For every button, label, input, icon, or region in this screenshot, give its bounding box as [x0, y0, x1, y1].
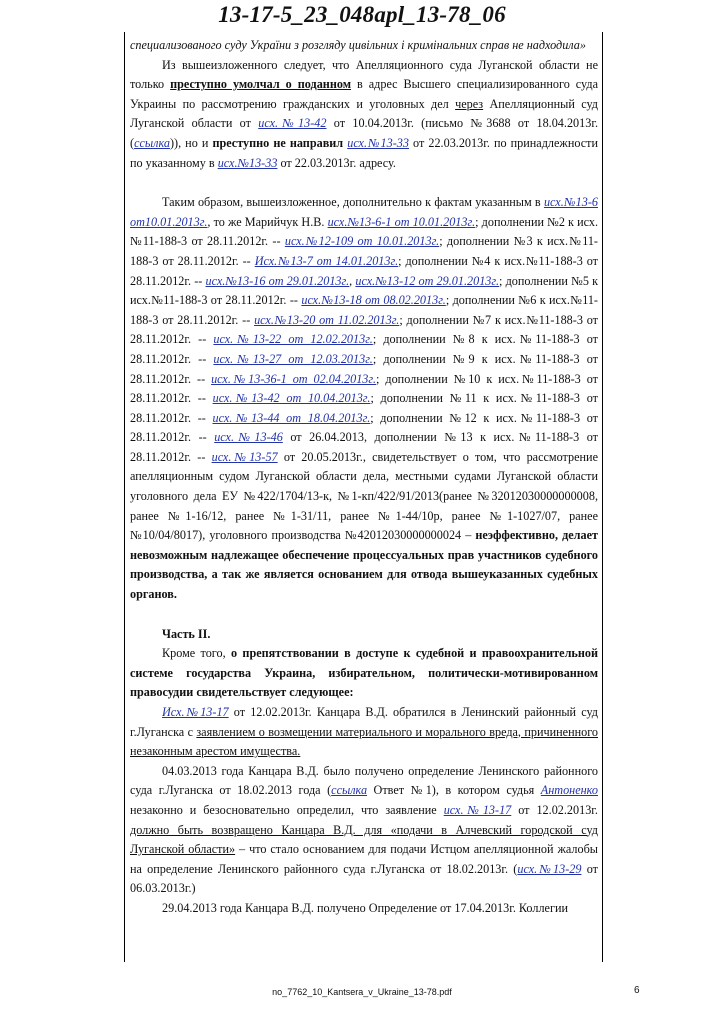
- paragraph-1: Из вышеизложенного следует, что Апелляционного суда Луганской области не только преступно умолчал о поданном в адрес Высшего специализированного суда Украины по рассмотрению гражданских и уголовных дел через Апелляционный суд Луганской области от исх.№13-42 от 10.04.2013г. (письмо №3688 от 18.04.2013г. (ссылка)), но и преступно не направил исх.№13-33 от 22.03.2013г. по принадлежности по указанному в исх.№13-33 от 22.03.2013г. адресу.: [130, 57, 598, 170]
- document-link[interactable]: исх.№13-42: [258, 116, 327, 131]
- right-margin-line: [602, 32, 603, 962]
- judge-name-link[interactable]: Антоненко: [540, 783, 599, 798]
- document-link[interactable]: исх.№13-42 от 10.04.2013г.: [212, 391, 371, 406]
- paragraph-5: 04.03.2013 года Канцара В.Д. было получено определение Ленинского районного суда г.Луганска от 18.02.2013 года (ссылка Ответ №1), в котором судья Антоненко незаконно и безосновательно определил, что заявление исх.№13-17 от 12.02.2013г. должно быть возвращено Канцара В.Д. для «подачи в Алчевский городской суд Луганской области» – что стало основанием для подачи Истцом апелляционной жалобы на определение Ленинского районного суда г.Луганска от 18.02.2013г. (исх.№13-29 от 06.03.2013г.): [130, 763, 599, 896]
- bold-text: о препятствовании в доступе к судебной и правоохранительной системе государства Украина, избирательном, политически-мотивированном правосудии свидетельствует следующее:: [130, 646, 599, 700]
- document-link[interactable]: исх.№12-109 от 10.01.2013г.: [284, 234, 440, 249]
- document-link[interactable]: исх.№13-6-1 от 10.01.2013г.: [327, 214, 476, 229]
- document-link[interactable]: исх.№13-33: [217, 155, 278, 170]
- document-link[interactable]: исх.№13-57: [211, 449, 278, 464]
- section-heading-part-2: Часть II.: [162, 626, 211, 641]
- document-link[interactable]: исх.№13-12 от 29.01.2013г.: [355, 273, 500, 288]
- bold-underlined-text: преступно умолчал о поданном: [170, 77, 351, 92]
- document-link[interactable]: исх.№13-6 от10.01.2013г.: [130, 195, 598, 229]
- document-link[interactable]: исх.№13-44 от 18.04.2013г.: [212, 410, 371, 425]
- document-body: [130, 36, 598, 919]
- document-link[interactable]: исх.№13-27 от 12.03.2013г.: [213, 351, 373, 366]
- document-link[interactable]: исх.№13-20 от 11.02.2013г.: [254, 312, 400, 327]
- document-header-title: 13-17-5_23_048apl_13-78_06: [218, 2, 506, 27]
- paragraph-quote-end: специализованого суду України з розгляду цивільних і кримінальних справ не надходила»: [130, 38, 586, 52]
- document-link[interactable]: исх.№13-17: [443, 802, 512, 817]
- paragraph-2: Таким образом, вышеизложенное, дополнительно к фактам указанным в исх.№13-6 от10.01.2013г., то же Марийчук Н.В. исх.№13-6-1 от 10.01.2013г.; дополнении №2 к исх.№11-188-3 от 28.11.2012г. -- исх.№12-109 от 10.01.2013г.; дополнении №3 к исх.№11-188-3 от 28.11.2012г. -- Исх.№13-7 от 14.01.2013г.; дополнении №4 к исх.№11-188-3 от 28.11.2012г. -- исх.№13-16 от 29.01.2013г., исх.№13-12 от 29.01.2013г.; дополнении №5 к исх.№11-188-3 от 28.11.2012г. -- исх.№13-18 от 08.02.2013г.; дополнении №6 к исх.№11-188-3 от 28.11.2012г. -- исх.№13-20 от 11.02.2013г.; дополнении №7 к исх.№11-188-3 от 28.11.2012г. -- исх.№13-22 от 12.02.2013г.; дополнении №8 к исх.№11-188-3 от 28.11.2012г. -- исх.№13-27 от 12.03.2013г.; дополнении №9 к исх.№11-188-3 от 28.11.2012г. -- исх.№13-36-1 от 02.04.2013г.; дополнении №10 к исх.№11-188-3 от 28.11.2012г. -- исх.№13-42 от 10.04.2013г.; дополнении №11 к исх.№11-188-3 от 28.11.2012г. -- исх.№13-44 от 18.04.2013г.; дополнении №12 к исх.№11-188-3 от 28.11.2012г. -- исх.№13-46 от 26.04.2013, дополнении №13 к исх.№11-188-3 от 28.11.2012г. -- исх.№13-57 от 20.05.2013г., свидетельствует о том, что рассмотрение апелляционным судом Луганской области дела, местными судами Луганской области уголовного дела ЕУ №422/1704/13-к, №1-кп/422/91/2013(ранее №32012030000000008, ранее №1-16/12, ранее №1-31/11, ранее №1-44/10р, ранее №1-1027/07, ранее №10/04/8017), уголовного производства №42012030000000024 – неэффективно, делает невозможным надлежащее обеспечение процессуальных прав участников судебного производства, а так же является основанием для отвода вышеуказанных судебных органов.: [130, 195, 599, 602]
- document-link[interactable]: исх.№13-36-1 от 02.04.2013г.: [211, 371, 377, 386]
- document-link[interactable]: исх.№13-16 от 29.01.2013г.: [205, 273, 350, 288]
- document-link[interactable]: исх.№13-18 от 08.02.2013г.: [301, 293, 446, 308]
- document-link[interactable]: исх.№13-46: [214, 430, 283, 445]
- document-link[interactable]: Исх.№13-17: [162, 705, 229, 719]
- left-margin-line: [124, 32, 125, 962]
- document-link[interactable]: исх.№13-22 от 12.02.2013г.: [213, 332, 373, 347]
- footer-filename: no_7762_10_Kantsera_v_Ukraine_13-78.pdf: [272, 987, 452, 997]
- reference-link[interactable]: ссылка: [134, 135, 170, 150]
- bold-text: преступно не направил: [212, 135, 344, 150]
- document-link[interactable]: Исх.№13-7 от 14.01.2013г.: [254, 253, 399, 268]
- bold-conclusion: неэффективно, делает невозможным надлежащее обеспечение процессуальных прав участников судебного производства, а так же является основанием для отвода вышеуказанных судебных органов.: [130, 528, 598, 602]
- underlined-text: должно быть возвращено Канцара В.Д. для «подачи в Алчевский городской суд Луганской области»: [130, 822, 598, 857]
- underlined-text: заявлением о возмещении материального и морального вреда, причиненного незаконным арестом имущества.: [130, 724, 598, 759]
- document-link[interactable]: исх.№13-33: [347, 135, 409, 150]
- paragraph-gap: [130, 173, 598, 193]
- paragraph-4: Исх.№13-17 от 12.02.2013г. Канцара В.Д. обратился в Ленинский районный суд г.Луганска с заявлением о возмещении материального и морального вреда, причиненного незаконным арестом имущества.: [130, 705, 598, 759]
- document-link[interactable]: исх.№13-29: [517, 861, 582, 876]
- reference-link[interactable]: ссылка: [331, 783, 368, 798]
- paragraph-3: Кроме того, о препятствовании в доступе к судебной и правоохранительной системе государства Украина, избирательном, политически-мотивированном правосудии свидетельствует следующее:: [130, 646, 599, 700]
- paragraph-6: 29.04.2013 года Канцара В.Д. получено Определение от 17.04.2013г. Коллегии: [162, 900, 568, 915]
- paragraph-gap: [130, 605, 598, 625]
- page-number: 6: [634, 985, 640, 996]
